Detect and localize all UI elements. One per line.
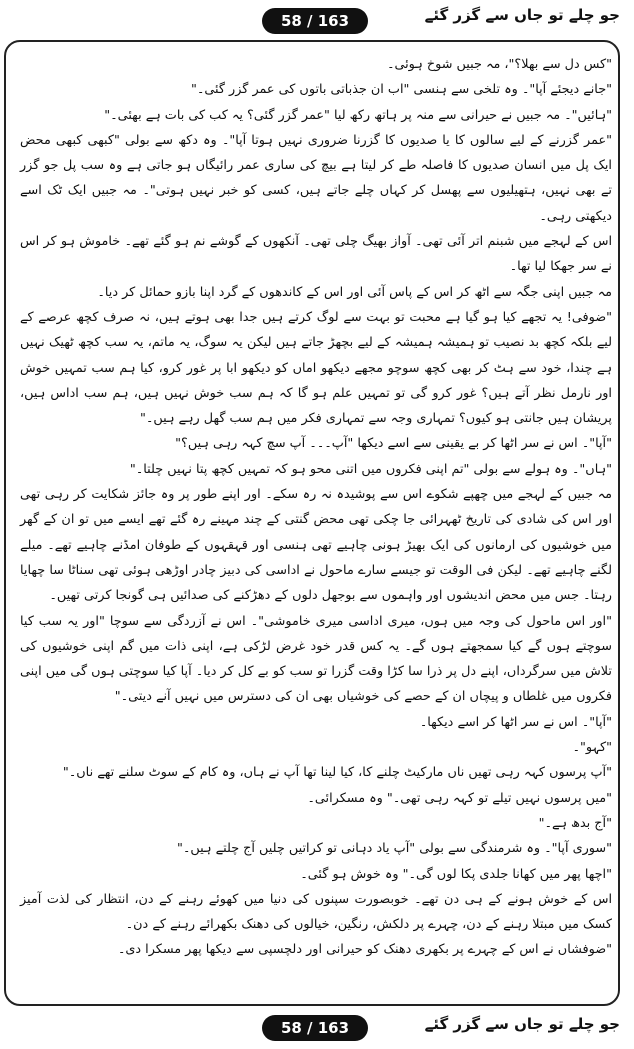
page-footer xyxy=(0,1009,634,1049)
page-number-badge: 58 / 163 xyxy=(262,8,368,34)
paragraph: "ضوفی! یہ تجھے کیا ہو گیا ہے محبت تو بہت سے لوگ کرتے ہیں جدا بھی ہوتے ہیں، نہ صرف کچھ عرصے کے لیے بلکہ کچھ بد نصیب تو ہمیشہ ہمیشہ کے لیے بچھڑ جاتے ہیں لیکن یہ سوگ، یہ ماتم، یہ سب کچھ ٹھیک نہیں ہے چندا، خود سے ہٹ کر بھی کچھ سوچو مجھے دیکھو اماں کو دیکھو ابا پر غور کرو، کیا ہم سب تمہیں خوش اور نارمل نظر آتے ہیں؟ غور کرو گی تو تمہیں علم ہو گا کہ ہم سب خوش نہیں ہیں، ہم سب اداس ہیں، پریشان ہیں جانتی ہو کیوں؟ تمہاری وجہ سے تمہاری فکر میں ہم سب گھل رہے ہیں۔" xyxy=(20,309,612,427)
page-number-badge: 58 / 163 xyxy=(262,1015,368,1041)
page-body-text xyxy=(20,52,612,963)
paragraph: "کہو"۔ xyxy=(572,740,612,756)
paragraph: مہ جبیں کے لہجے میں چھپے شکوے اس سے پوشیدہ نہ رہ سکے۔ اور اپنے طور پر وہ جائز شکایت کر رہی تھی اور اس کی شادی کی تاریخ ٹھہرائی جا چکی تھی محض گنتی کے چند مہینے رہ گئے تھے ایسے میں تو ان کے گھر میں خوشیوں کی ارمانوں کی ایک بھیڑ ہونی چاہیے تھی ہنسی اور قہقہوں کے طوفان امڈنے چاہیے تھے۔ میلے لگنے چاہیے تھے۔ لیکن فی الوقت تو جیسے سارے ماحول نے اداسی کی دبیز چادر اوڑھی ہوئی تھی سناٹا سا چھایا رہتا۔ جس میں محض اندیشوں اور واہموں سے بوجھل دلوں کے دھڑکنے کی صدائیں ہی گونجا کرتی تھیں۔ xyxy=(20,487,612,604)
paragraph: "آپ پرسوں کہہ رہی تھیں ناں مارکیٹ چلنے کا، کیا لینا تھا آپ نے ہاں، وہ کام کے سوٹ سلنے تھے ناں۔" xyxy=(62,765,612,781)
paragraph: "سوری آپا"۔ وہ شرمندگی سے بولی "آپ یاد دہانی تو کراتیں چلیں آج چلتے ہیں۔" xyxy=(177,841,612,857)
paragraph: اس کے لہجے میں شبنم اتر آئی تھی۔ آواز بھیگ چلی تھی۔ آنکھوں کے گوشے نم ہو گئے تھے۔ خاموش ہو کر اس نے سر جھکا لیا تھا۔ xyxy=(20,234,612,275)
paragraph: "آج بدھ ہے۔" xyxy=(538,815,612,831)
paragraph: "اور اس ماحول کی وجہ میں ہوں، میری اداسی میری خاموشی"۔ اس نے آزردگی سے سوچا "اور یہ سب کیا سوچتے ہوں گے کیا سمجھتے ہوں گے۔ یہ کس قدر خود غرض لڑکی ہے، اپنی ذات میں گم اپنی خوشیوں کی تلاش میں سرگرداں، اپنے دل پر ذرا سا کڑا وقت گزرا تو سب کو بے کل کر دیا۔ آپا کیا سوچتی ہوں گی میں اپنی فکروں میں غلطاں و پیچاں ان کے حصے کی خوشیاں بھی ان کی دسترس میں نہیں آنے دیتی۔" xyxy=(20,613,612,705)
paragraph: "آپا"۔ اس نے سر اٹھا کر اسے دیکھا۔ xyxy=(419,714,612,730)
paragraph: "ہائیں"۔ مہ جبیں نے حیرانی سے منہ پر ہاتھ رکھ لیا "عمر گزر گئی؟ یہ کب کی بات ہے بھئی۔" xyxy=(104,107,612,123)
paragraph: مہ جبیں اپنی جگہ سے اٹھ کر اس کے پاس آئی اور اس کے کاندھوں کے گرد اپنا بازو حمائل کر دیا۔ xyxy=(97,284,612,300)
book-title: جو چلے تو جاں سے گزر گئے xyxy=(424,6,620,24)
paragraph: "عمر گزرنے کے لیے سالوں کا یا صدیوں کا گزرنا ضروری نہیں ہوتا آپا"۔ وہ دکھ سے بولی "کبھی کبھی محض ایک پل میں انسان صدیوں کا فاصلہ طے کر لیتا ہے بیچ کی ساری عمر رائیگاں ہو جاتی ہے وہ سب پل جو گزر تے بھی نہیں، ہتھیلیوں سے پھسل کر کہاں چلے جاتے ہیں، کسی کو خبر نہیں ہوتی"۔ مہ جبیں ایک ٹک اسے دیکھتی رہی۔ xyxy=(20,132,612,224)
book-title: جو چلے تو جاں سے گزر گئے xyxy=(424,1015,620,1033)
paragraph: "میں پرسوں نہیں تیلے تو کہہ رہی تھی۔" وہ مسکرائی۔ xyxy=(307,790,612,806)
paragraph: "جانے دیجئے آپا"۔ وہ تلخی سے ہنسی "اب ان جذباتی باتوں کی عمر گزر گئی۔" xyxy=(190,82,612,98)
paragraph: "ہاں"۔ وہ ہولے سے بولی "تم اپنی فکروں میں اتنی محو ہو کہ تمہیں کچھ پتا نہیں چلتا۔" xyxy=(129,461,612,477)
page-header xyxy=(0,0,634,40)
paragraph: "آپا"۔ اس نے سر اٹھا کر بے یقینی سے اسے دیکھا "آپ۔۔۔ آپ سچ کہہ رہی ہیں؟" xyxy=(175,436,612,452)
paragraph: اس کے خوش ہونے کے ہی دن تھے۔ خوبصورت سپنوں کی دنیا میں کھوئے رہنے کے دن، انتظار کی لذت آمیز کسک میں مبتلا رہنے کے دن، چہرے پر دلکش، رنگین، خیالوں کی دھنک بکھرائے رہنے کے دن۔ xyxy=(20,891,612,933)
paragraph: "اچھا پھر میں کھانا جلدی پکا لوں گی۔" وہ خوش ہو گئی۔ xyxy=(300,866,612,882)
paragraph: "ضوفشاں نے اس کے چہرے پر بکھری دھنک کو حیرانی اور دلچسپی سے دیکھا پھر مسکرا دی۔ xyxy=(117,942,612,958)
paragraph: "کس دل سے بھلا؟"، مہ جبیں شوخ ہوئی۔ xyxy=(386,57,612,72)
